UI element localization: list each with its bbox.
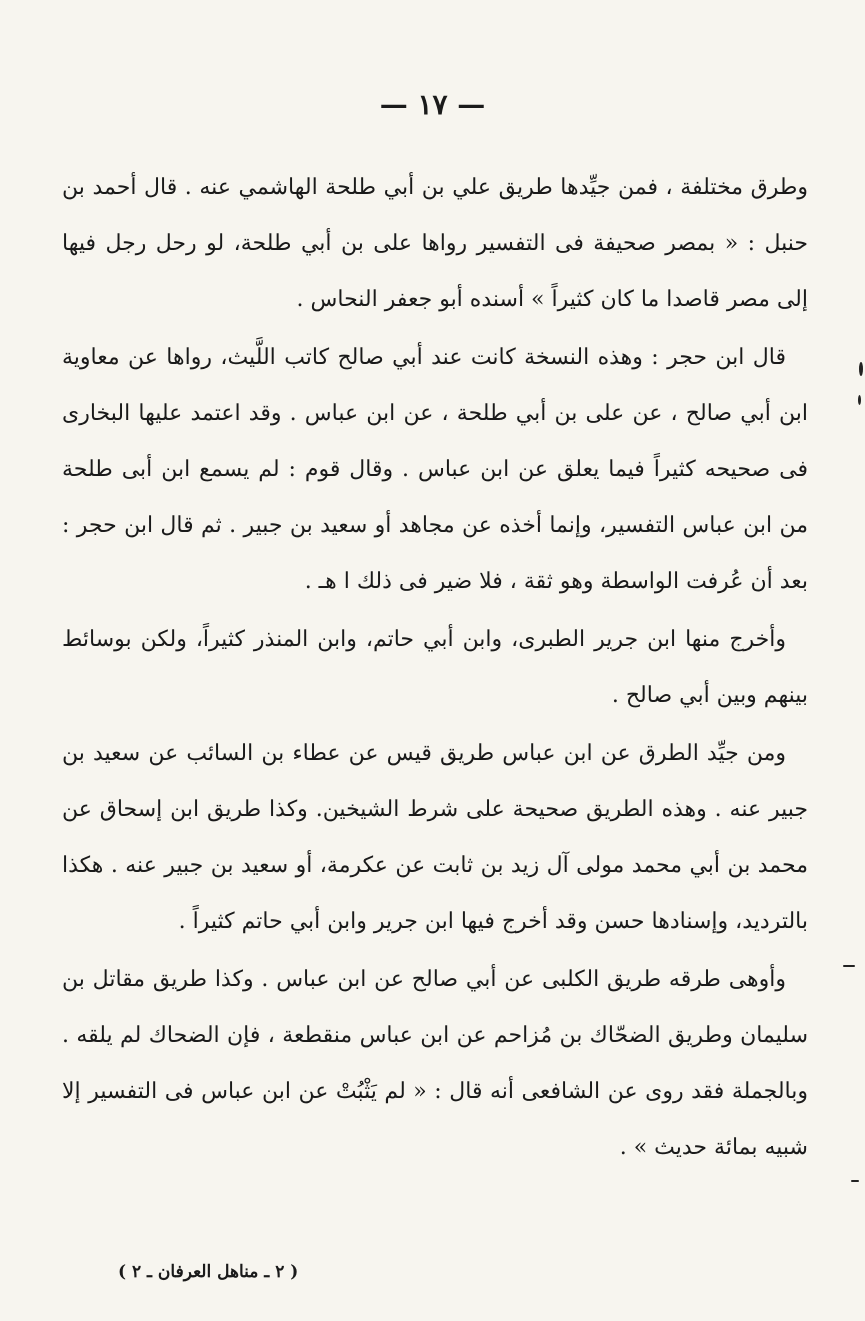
scan-speck [859, 362, 863, 376]
paragraph-2: قال ابن حجر : وهذه النسخة كانت عند أبي صالح كاتب اللَّيث، رواها عن معاوية ابن أبي صالح ، عن على بن أبي طلحة ، عن ابن عباس . وقد اعتمد عليها البخارى فى صحيحه كثيراً فيما يعلق عن ابن عباس . وقال قوم : لم يسمع ابن أبى طلحة من ابن عباس التفسير، وإنما أخذه عن مجاهد أو سعيد بن جبير . ثم قال ابن حجر : بعد أن عُرفت الواسطة وهو ثقة ، فلا ضير فى ذلك ا هـ . [62, 345, 808, 594]
scan-speck [858, 395, 861, 405]
paragraph-5: وأوهى طرقه طريق الكلبى عن أبي صالح عن ابن عباس . وكذا طريق مقاتل بن سليمان وطريق الضحّاك بن مُزاحم عن ابن عباس منقطعة ، فإن الضحاك لم يلقه . وبالجملة فقد روى عن الشافعى أنه قال : « لم يَثْبُتْ عن ابن عباس فى التفسير إلا شبيه بمائة حديث » . [62, 967, 808, 1160]
paragraph-1: وطرق مختلفة ، فمن جيِّدها طريق علي بن أبي طلحة الهاشمي عنه . قال أحمد بن حنبل : « بمصر صحيفة فى التفسير رواها على بن أبي طلحة، لو رحل رجل فيها إلى مصر قاصدا ما كان كثيراً » أسنده أبو جعفر النحاس . [62, 175, 808, 312]
footer-signature: ( ٢ ـ مناهل العرفان ـ ٢ ) [118, 1262, 299, 1282]
body-text [62, 160, 808, 1176]
paragraph-3: وأخرج منها ابن جرير الطبرى، وابن أبي حاتم، وابن المنذر كثيراً، ولكن بوسائط بينهم وبين أبي صالح . [62, 627, 808, 708]
scan-speck [843, 965, 855, 967]
scan-speck [851, 1180, 859, 1182]
paragraph-4: ومن جيِّد الطرق عن ابن عباس طريق قيس عن عطاء بن السائب عن سعيد بن جبير عنه . وهذه الطريق صحيحة على شرط الشيخين. وكذا طريق ابن إسحاق عن محمد بن أبي محمد مولى آل زيد بن ثابت عن عكرمة، أو سعيد بن جبير عنه . هكذا بالترديد، وإسنادها حسن وقد أخرج فيها ابن جرير وابن أبي حاتم كثيراً . [62, 741, 808, 934]
page-number: — ١٧ — [379, 88, 486, 121]
